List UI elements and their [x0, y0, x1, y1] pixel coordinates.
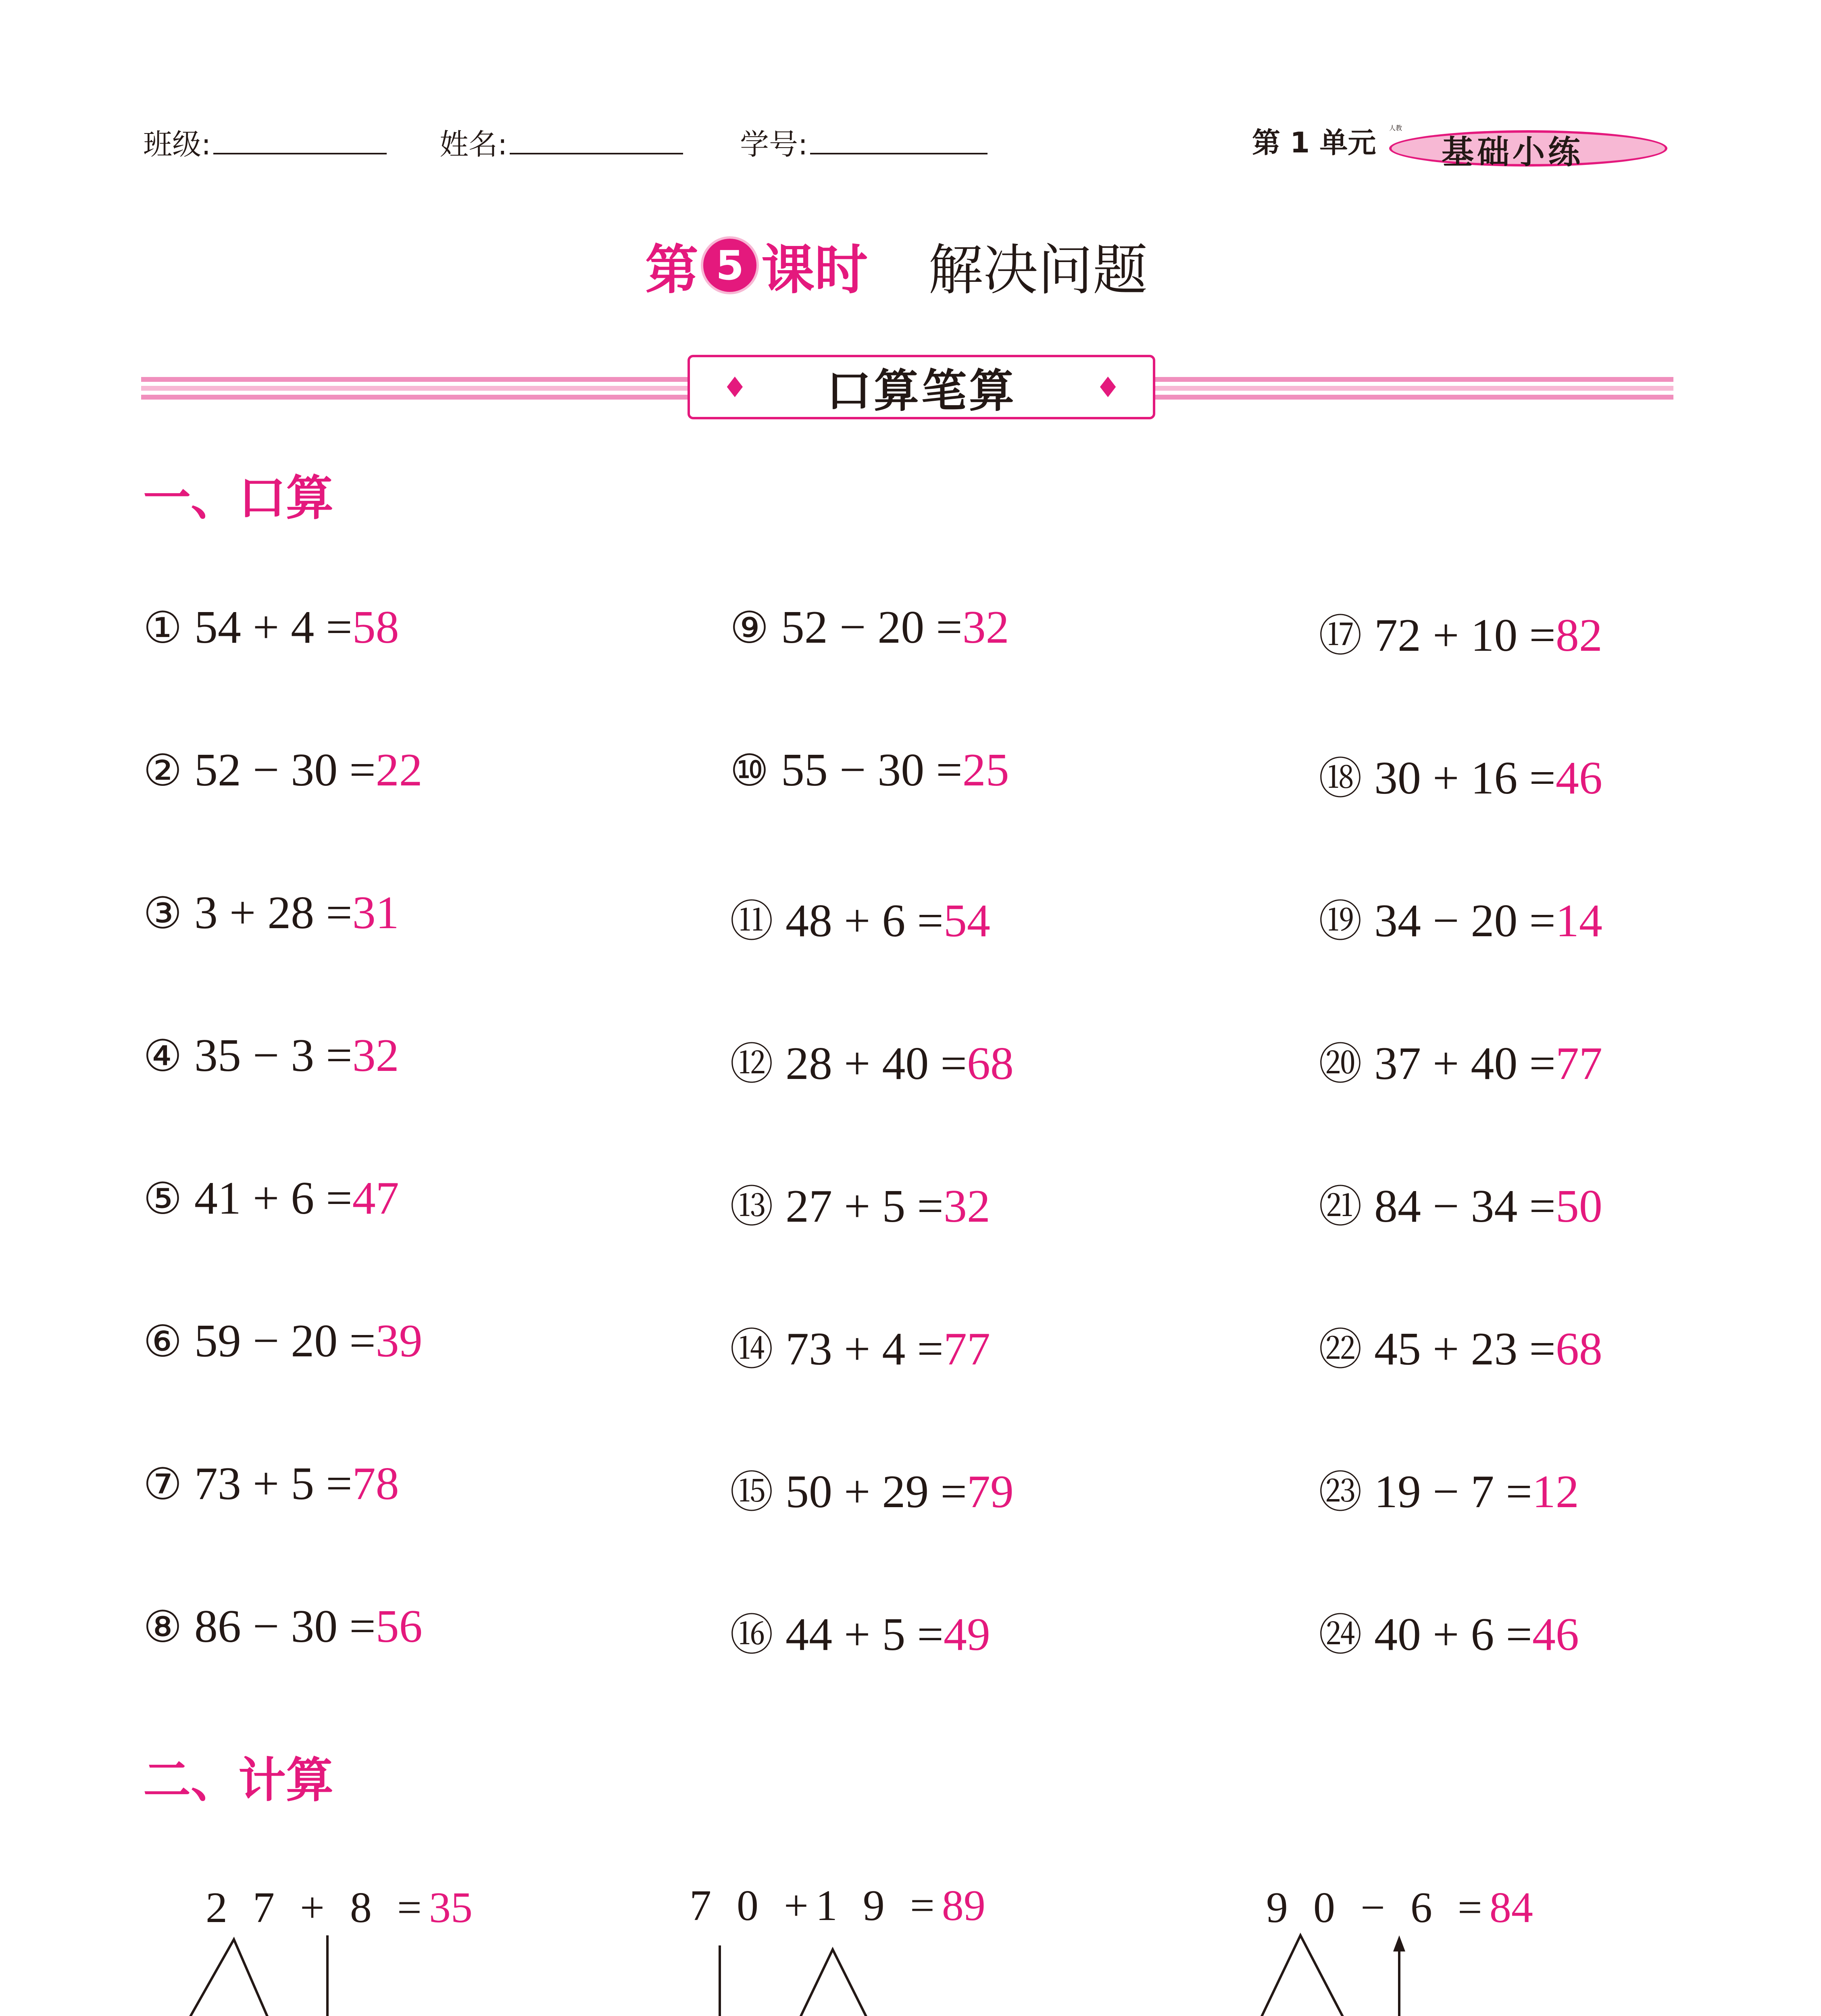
problem-answer: 32 [962, 602, 1009, 653]
problem-number: ① [143, 603, 182, 653]
lesson-topic: 解决问题 [928, 239, 1148, 302]
bracket-line-2 [720, 1945, 788, 2016]
problem-answer: 56 [375, 1601, 423, 1652]
calc-answer: 35 [429, 1884, 473, 1932]
problem-expression: 40 + 6 = [1374, 1609, 1532, 1660]
calc-equation-3 [1266, 1883, 1533, 1933]
lesson-suffix: 课时 [761, 239, 868, 301]
problem-answer: 77 [943, 1323, 990, 1375]
unit-label: 第 1 单元 [1252, 126, 1376, 159]
problem-answer: 54 [943, 895, 990, 947]
problem-answer: 32 [352, 1030, 399, 1081]
calc-equation-1 [206, 1883, 473, 1933]
problem-expression: 54 + 4 = [194, 602, 352, 653]
problem-answer: 12 [1532, 1466, 1579, 1518]
problem-expression: 41 + 6 = [194, 1173, 352, 1224]
diamond-left-icon: ♦ [722, 371, 748, 404]
diamond-right-icon: ♦ [1095, 371, 1121, 404]
problem-number: ⑪ [730, 896, 774, 947]
bracket-line-3 [1349, 1947, 1399, 2016]
problem-expression: 48 + 6 = [785, 895, 944, 947]
split-line-1 [181, 1939, 274, 2016]
problem-expression: 37 + 40 = [1374, 1038, 1556, 1089]
problem-answer: 50 [1555, 1181, 1602, 1232]
problem-expression: 55 − 30 = [781, 744, 963, 796]
lesson-number: 5 [703, 239, 756, 292]
problem-expression: 30 + 16 = [1374, 752, 1556, 804]
problem-number: ⑯ [730, 1610, 774, 1660]
problem-answer: 22 [375, 744, 423, 796]
problem-answer: 58 [352, 602, 399, 653]
problem-number: ⑬ [730, 1182, 774, 1232]
problem-number: ㉔ [1319, 1610, 1363, 1660]
problem-number: ⑳ [1319, 1039, 1363, 1089]
problem-expression: 45 + 23 = [1374, 1323, 1556, 1375]
problem-expression: 28 + 40 = [785, 1038, 967, 1089]
problem-number: ⑤ [143, 1174, 182, 1224]
split-line-3 [1256, 1935, 1349, 2016]
problem-answer: 32 [943, 1181, 990, 1232]
problem-expression: 50 + 29 = [785, 1466, 967, 1518]
problem-expression: 84 − 34 = [1374, 1181, 1556, 1232]
brand-name: 基础小练 [1442, 133, 1583, 171]
lesson-prefix: 第 [645, 239, 698, 301]
problem-expression: 35 − 3 = [194, 1030, 352, 1081]
section1-title: 一、口算 [143, 470, 334, 526]
problem-number: ② [143, 746, 182, 796]
brand-edition: 人教 [1389, 125, 1402, 132]
problem-expression: 59 − 20 = [194, 1315, 376, 1367]
class-label: 班级: [143, 127, 211, 161]
problem-expression: 72 + 10 = [1374, 610, 1556, 661]
arrow-up-icon [1393, 1935, 1405, 1951]
problem-number: ⑮ [730, 1467, 774, 1518]
problem-answer: 77 [1555, 1038, 1602, 1089]
problem-number: ⑩ [730, 746, 769, 796]
split-line-2 [788, 1949, 879, 2016]
problem-expression: 73 + 5 = [194, 1458, 352, 1510]
problem-answer: 46 [1555, 752, 1602, 804]
problem-number: ㉒ [1319, 1325, 1363, 1375]
id-label: 学号: [740, 127, 808, 161]
problem-number: ⑭ [730, 1325, 774, 1375]
problem-expression: 3 + 28 = [194, 887, 352, 939]
problem-number: ③ [143, 888, 182, 939]
problem-answer: 47 [352, 1173, 399, 1224]
problem-answer: 49 [943, 1609, 990, 1660]
problem-answer: 31 [352, 887, 399, 939]
problem-number: ⑨ [730, 603, 769, 653]
problem-answer: 82 [1555, 610, 1602, 661]
problem-expression: 52 − 30 = [194, 744, 376, 796]
problem-answer: 25 [962, 744, 1009, 796]
problem-number: ㉓ [1319, 1467, 1363, 1518]
problem-number: ⑫ [730, 1039, 774, 1089]
calc-expression: 2 7 + 8 = [206, 1884, 429, 1932]
problem-expression: 34 − 20 = [1374, 895, 1556, 947]
problem-answer: 78 [352, 1458, 399, 1510]
problem-answer: 79 [967, 1466, 1014, 1518]
band-label: 口算笔算 [826, 364, 1017, 417]
problem-expression: 73 + 4 = [785, 1323, 944, 1375]
problem-answer: 39 [375, 1315, 423, 1367]
calc-expression: 7 0 +1 9 = [690, 1882, 942, 1930]
problem-number: ⑱ [1319, 754, 1363, 804]
calc-expression: 9 0 − 6 = [1266, 1884, 1490, 1932]
problem-expression: 52 − 20 = [781, 602, 963, 653]
problem-number: ⑥ [143, 1316, 182, 1367]
name-label: 姓名: [440, 127, 508, 161]
problem-expression: 19 − 7 = [1374, 1466, 1532, 1518]
problem-number: ④ [143, 1031, 182, 1081]
problem-number: ⑦ [143, 1459, 182, 1510]
calc-answer: 84 [1489, 1884, 1533, 1932]
problem-answer: 68 [1555, 1323, 1602, 1375]
problem-number: ⑰ [1319, 611, 1363, 661]
problem-expression: 44 + 5 = [785, 1609, 944, 1660]
problem-answer: 46 [1532, 1609, 1579, 1660]
calc-answer: 89 [942, 1882, 986, 1930]
problem-expression: 27 + 5 = [785, 1181, 944, 1232]
problem-number: ⑧ [143, 1602, 182, 1652]
problem-expression: 86 − 30 = [194, 1601, 376, 1652]
calc-equation-2 [690, 1881, 986, 1931]
problem-number: ㉑ [1319, 1182, 1363, 1232]
problem-number: ⑲ [1319, 896, 1363, 947]
problem-answer: 68 [967, 1038, 1014, 1089]
problem-answer: 14 [1555, 895, 1602, 947]
bracket-line-1 [274, 1935, 327, 2016]
section2-title: 二、计算 [143, 1752, 334, 1808]
